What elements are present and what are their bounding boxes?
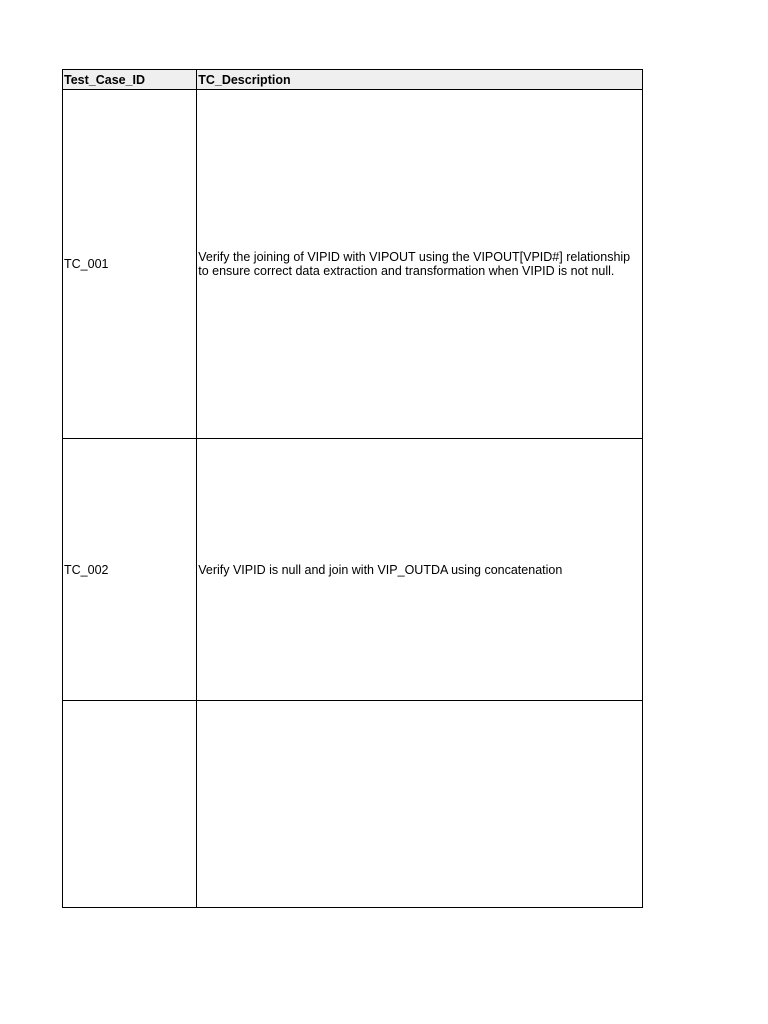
header-test-case-id: Test_Case_ID (63, 70, 197, 90)
table-row (63, 90, 643, 439)
test-case-id-cell: TC_002 (63, 439, 197, 701)
test-case-id-cell (63, 701, 197, 908)
test-case-description-cell (197, 701, 643, 908)
table-row (63, 701, 643, 908)
test-case-description-cell: Verify VIPID is null and join with VIP_OUTDA using concatenation (197, 439, 643, 701)
test-case-description-cell: Verify the joining of VIPID with VIPOUT using the VIPOUT[VPID#] relationship to ensure correct data extraction and transformation when VIPID is not null. (197, 90, 643, 439)
test-case-id-cell: TC_001 (63, 90, 197, 439)
test-case-table (62, 69, 643, 908)
table-row (63, 439, 643, 701)
header-row (63, 70, 643, 90)
header-tc-description: TC_Description (197, 70, 643, 90)
